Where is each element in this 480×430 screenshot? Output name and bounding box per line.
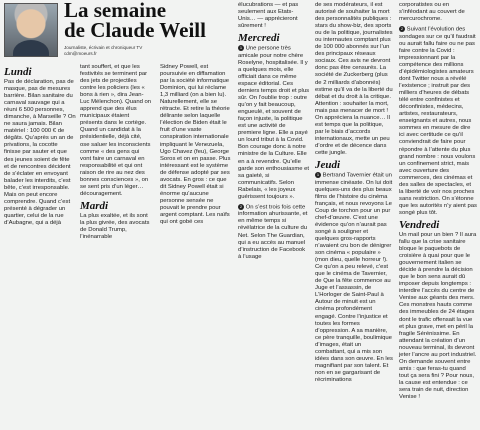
bullet-two-icon: 2 — [239, 203, 243, 209]
bullet-two-icon-thursday: 2 — [400, 26, 404, 32]
byline-role: Journaliste, écrivain et chroniqueur TV — [64, 45, 143, 50]
bullet-one-icon: 1 — [239, 45, 243, 51]
wednesday-text-body: Une persone très amicale pour notre chère Roselyne, hospitalisée. Il y a quelques mois, elle officiait dans ce même espace éditorial. Ces derniers temps droit et plus sûr. On l’oublie trop : outre qu’on y fait beaucoup, engueulé, et souvent de façon injuste, la politique est une activité de premiere ligne. Elle a payé un lourd tribut à la Covid. Bon courage donc à notre ministre de la Culture. Elle en a à revendre. Qu’elle garde son enthousiasme et sa gaieté, si communicatifs. Selon Rabelais, « les joyeux guérissent toujours ». — [238, 45, 310, 200]
monday-text-cont: tant souffert, et que les festivités se terminent par des jets de projectiles contre les policiers (les « bons à rien », dira Jean-Luc Mélenchon). Quand on apprend que des élus municipaux étaient présents dans le cortège. Quand un candidat à la présidentielle, déjà cité, ose saluer les inconscients comme « des gens qui vont faire un carnaval en responsabilité et qui ont raison de rire au nez des bonnes consciences », on se sent pris d’un léger… découragement. — [80, 64, 152, 197]
column-1 — [4, 66, 76, 227]
thursday-text-2 — [399, 26, 477, 217]
thursday-text-body: Bertrand Tavernier était un immense cinéaste. On lui doit quelques-uns des plus beaux films de l’histoire du cinéma français, et nous revoyons Le Coup de torchon pour un pur chef-d’œuvre. C’est une évidence qu’on n’aurait pas songé à souligner et quelques gros-rapports n’avaient cru bon de dénigrer son cinéma « populaire » (mon dieu, quelle horreur !). Ce qu’on a peu relevé, c’est que le cinéma de Tavernier, de Que la fête commence au Juge et l’assassin, de L’Horloger de Saint-Paul à Autour de minuit est un cinéma profondément engagé. Contre l’injustice et toutes les formes d’oppression. A sa manière, ce père tranquille, boulimique d’images, était un combattant, qui a mis son idées dans son œuvre. En les magnifiant par son talent. Et non en se gargarisant de récriminations — [315, 172, 393, 383]
tuesday-text-cont: Sidney Powell, est poursuivie en diffamation par la société informatique Dominion, qui lui réclame 1,3 milliard (on a bien lu). Naturellement, elle se rétracte. Et retire la théorie délirante selon laquelle l’élection de Biden était le fruit d’une vaste conspiration internationale impliquant le Venezuela, Ugo Chavez (feu), George Soros et on en passe. Plus intéressant est le système de défense adopté par ses avocats. En gros : ce que dit Sidney Powell était si énorme qu’aucune personne sensée ne pouvait le prendre pour argent comptant. Les naïfs qui ont gobé ces — [160, 64, 231, 226]
day-heading-friday: Vendredi — [399, 218, 440, 231]
thursday-text-2-body: Suivant l’évolution des sondages sur ce qu’il faudrait ou aurait fallu faire ou ne pas faire contre la Covid : impressionnant par la compétence des millions d’épidémiologistes amateurs dont Twitter nous a révélé l’existence ; instruit par des milliers d’heures de débats télé entre confinistes et déconfinistes, médecins, artistes, restaurateurs, enseignants et autres, nous sommes en mesure de dire ici avec certitude ce qu’il conviendrait de faire pour répondre à l’attente du plus grand nombre : nous voulons un confinement strict, mais avec ouverture des commerces, des cinémas et des salles de spectacles, et la liberté de voir nos proches sans restriction. On s’étonne que les autorités n’y aient pas songé plus tôt. — [399, 26, 477, 216]
thursday-text-end: corporatistes ou en s’inféodant au couvert de mercurochrome. — [399, 2, 465, 23]
monday-text: Pas de déclaration, pas de masque, pas de mesures barrière. Bilan sanitaire du carnaval sauvage qui a réuni 6 500 personnes, dimanche, à Marseille ? On ne saura jamais. Bilan matériel : 100 000 € de dégâts. Qu’après un an de privations, la cocotte finisse par sauter et que des jeunes soient de fête et de rencontres décident de s’éclater en envoyant balader les interdits, c’est bête, c’est irresponsable. Mais on peut encore comprendre. Quand c’est présenté à dégrader un quartier, celui de la rue d’Aubagne, qui a déjà — [4, 79, 76, 226]
column-5 — [315, 0, 393, 384]
day-heading-tuesday: Mardi — [80, 199, 109, 212]
column-6 — [399, 0, 477, 401]
author-photo — [4, 3, 58, 57]
title-line-2: de Claude Weill — [64, 18, 206, 42]
thursday-text — [315, 172, 393, 384]
title-line-1: La semaine — [64, 0, 167, 22]
day-heading-monday: Lundi — [4, 66, 32, 78]
column-4 — [238, 0, 310, 261]
column-3 — [160, 0, 232, 226]
wednesday-text — [238, 45, 310, 201]
column-2 — [80, 0, 152, 241]
tuesday-text: La plus exaltée, et ils sont la plus givrée, des avocats de Donald Trump, l’inénarrable — [80, 212, 150, 241]
tuesday-text-end: élucubrations — et pas seulement aux Etats-Unis… — apprécieront sûrement ! — [238, 2, 299, 30]
wednesday-text-cont: de ses modérateurs, il est autorisé de souhaiter la mort des personnalités publiques : stars du show-biz, des sports ou de la politique, journalistes ou internautes comptant plus de 100 000 abonnés sur l’un des principaux réseaux sociaux. Ces avis ne devront donc pas être censurés. La société de Zuckerberg (plus de 2 milliards d’abonnés) estime qu’il va de la liberté du débat et du droit à la critique. Attention : souhaiter la mort, mais pas menacer de mort ! On appréciera la nuance… Il est temps que la politique, par le biais d’accords internationaux, mette un peu d’ordre et de décence dans cette jungle. — [315, 2, 393, 156]
friday-text: Un mail pour un bien ? Il aura fallu que la crise sanitaire bloque le paquebots de croisière à quai pour que le gouvernement italien se décide à prendre la décision que le bon sens aurait dû imposer depuis longtemps : interdire l’accès du centre de Venise aux géants des mers. Ces monstres hauts comme des immeubles de 24 étages dont le trafic offensait la vue et plus grave, met en péril la fragile Sérénissime. En attendant la création d’un nouveau terminal, ils devront jeter l’ancre au port industriel. On demande souvent entre amis : que feras-tu quand tout ça sera fini ? Pour nous, la cause est entendue : ce sera train de nuit, direction Venise ! — [399, 231, 477, 401]
day-heading-thursday: Jeudi — [315, 159, 341, 172]
wednesday-text-2-body: On s’est trois fois cette information ahurissante, et en même temps si révélatrice de la culture du Net. Selon The Guardian, qui a eu accès au manuel d’instruction de Facebook à l’usage — [238, 204, 308, 260]
wednesday-text-2 — [238, 204, 310, 261]
day-heading-wednesday: Mercredi — [238, 32, 280, 45]
bullet-one-icon-thursday: 1 — [316, 172, 320, 178]
byline-email: cdm@moeurs.fr — [64, 50, 97, 56]
